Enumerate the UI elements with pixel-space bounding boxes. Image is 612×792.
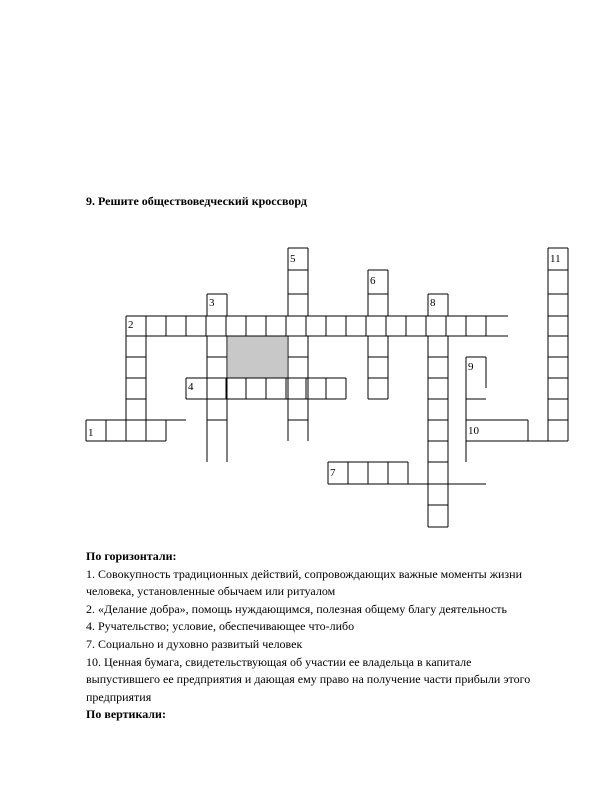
clue-number-7: 7 [330, 467, 336, 479]
clue-number-3: 3 [209, 297, 215, 309]
clue-number-8: 8 [430, 297, 436, 309]
page-title: 9. Решите обществоведческий кроссворд [86, 194, 307, 208]
across-clue-4: 4. Ручательство; условие, обеспечивающее что-либо [86, 619, 355, 634]
clue-number-5: 5 [290, 253, 296, 265]
clue-number-1: 1 [88, 427, 94, 439]
across-clue-10: 10. Ценная бумага, свидетельствующая об участии ее владельца в капитале выпустившего ее предприятия и дающая ему право на получение части прибыли этого предприятия [86, 654, 531, 704]
clue-number-11: 11 [550, 253, 561, 265]
clue-number-10: 10 [468, 425, 479, 437]
across-clue-2: 2. «Делание добра», помощь нуждающимся, полезная общему благу деятельность [86, 601, 508, 616]
shaded-cell [228, 336, 287, 378]
across-clue-7: 7. Социально и духовно развитый человек [86, 636, 303, 651]
clue-number-9: 9 [468, 361, 474, 373]
clue-number-2: 2 [128, 319, 134, 331]
across-clue-1: 1. Совокупность традиционных действий, сопровождающих важные моменты жизни человека, установленные обычаем или ритуалом [86, 566, 522, 599]
clue-number-6: 6 [370, 275, 376, 287]
across-heading: По горизонтали: [86, 549, 177, 563]
down-heading: По вертикали: [86, 707, 166, 722]
clues-section [86, 548, 546, 724]
clue-number-4: 4 [188, 381, 194, 393]
